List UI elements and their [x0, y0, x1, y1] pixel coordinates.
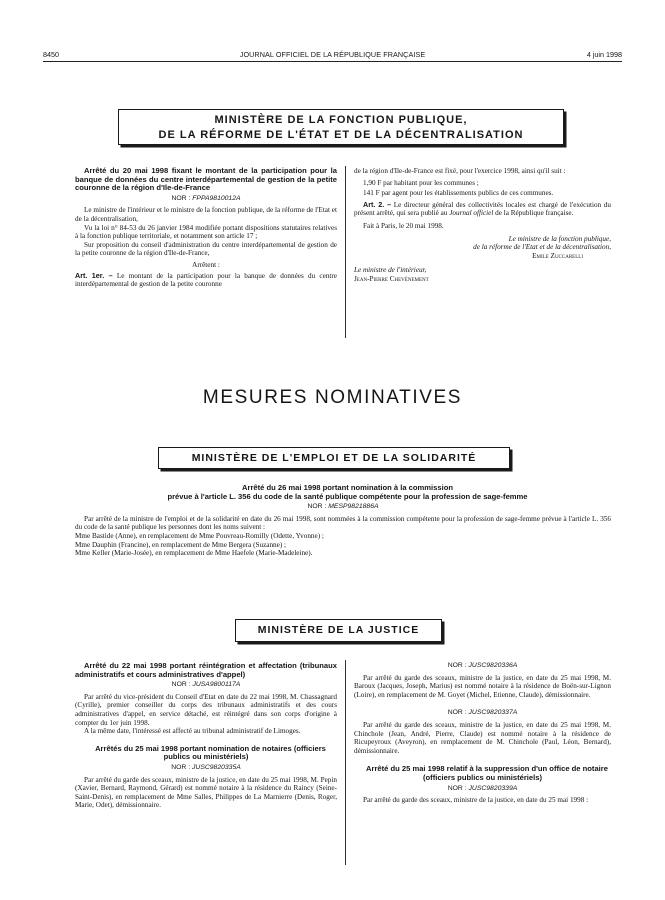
- arrete2-nor: [75, 503, 611, 512]
- signature2-name: Jean-Pierre Chevènement: [354, 274, 429, 283]
- mesures-nominatives-heading: MESURES NOMINATIVES: [202, 387, 463, 408]
- ministry-box-emploi: MINISTÈRE DE L'EMPLOI ET DE LA SOLIDARITÉ: [158, 447, 510, 469]
- nor-label: NOR :: [171, 763, 191, 771]
- arrete2-nominee3: Mme Keller (Marie-Josée), en remplacement de Mme Haefele (Marie-Madeleine).: [75, 549, 313, 558]
- nor-label: NOR :: [171, 194, 191, 202]
- ministry-title-line2: DE LA RÉFORME DE L'ÉTAT ET DE LA DÉCENTRALISATION: [158, 129, 524, 141]
- article2-journal: Journal officiel: [449, 209, 494, 218]
- arrete1-title: Arrêté du 20 mai 1998 fixant le montant de la participation pour la banque de données du centre interdépartemental de gestion de la petite couronne de la région d'Ile-de-France: [75, 166, 337, 193]
- right-para2: Par arrêté du garde des sceaux, ministre de la justice, en date du 25 mai 1998, M. Chinchole (Jean, André, Pierre, Claude) est nommé notaire à la résidence de Ricupeyroux (Aveyron), en remplacement de M. Chinchole (Paul, Léon, Bernard), démissionnaire.: [354, 720, 611, 755]
- nor-label: NOR :: [447, 709, 467, 717]
- nor-code: JUSA9800117A: [192, 681, 241, 689]
- journal-title: JOURNAL OFFICIEL DE LA RÉPUBLIQUE FRANÇAISE: [239, 50, 426, 59]
- arrete1-arretent: Arrêtent :: [192, 260, 220, 269]
- arrete2-title-line1: Arrêté du 26 mai 1998 portant nomination à la commission: [242, 483, 453, 492]
- arrete3-nor: [75, 681, 337, 690]
- arrete3-para2: A la même date, l'intéressé est affecté au tribunal administratif de Limoges.: [84, 727, 301, 736]
- arrete1-right-column: [354, 167, 611, 284]
- right-para1: Par arrêté du garde des sceaux, ministre de la justice, en date du 25 mai 1998, M. Baroux (Jacques, Joseph, Marius) est nommé notaire à la résidence de Boën-sur-Lignon (Loire), en remplacement de M. Goyet (Michel, Etienne, Claude), démissionnaire.: [354, 673, 611, 699]
- nor-code: JUSC9820336A: [468, 662, 518, 669]
- ministry-box-fonction-publique: [118, 109, 564, 145]
- justice-right-column: [354, 662, 611, 805]
- arrete2-block: [75, 484, 611, 558]
- nor-label: NOR :: [447, 784, 467, 792]
- nor-label: NOR :: [307, 503, 327, 511]
- nor-label: NOR :: [171, 681, 191, 689]
- arrete1-cont: de la région d'Ile-de-France est fixé, pour l'exercice 1998, ainsi qu'il suit :: [354, 167, 566, 175]
- arrete1-article1: [75, 272, 337, 289]
- signature1-line2: de la réforme de l'Etat et de la décentralisation,: [473, 243, 611, 252]
- arrete4-title: Arrêtés du 25 mai 1998 portant nomination de notaires (officiers publics ou ministériels): [95, 743, 326, 762]
- arrete1-para2: Vu la loi n° 84-53 du 26 janvier 1984 modifiée portant dispositions statutaires relatives à la fonction publique territoriale, et notamment son article 17 ;: [75, 223, 337, 241]
- arrete1-left-column: [75, 167, 337, 289]
- arrete4-para1: Par arrêté du garde des sceaux, ministre de la justice, en date du 25 mai 1998, M. Pepin (Xavier, Bernard, Raymond, Gérard) est nommé notaire à la résidence du Raincy (Seine-Saint-Denis), en remplacement de Mme Salles, Philippes de La Marnierre (Denis, Roger, Marie, Odet), démissionnaire.: [75, 775, 337, 810]
- arrete2-title-line2: prévue à l'article L. 356 du code de la santé publique compétente pour la profession de sage-femme: [167, 491, 528, 501]
- arrete3-title: Arrêté du 22 mai 1998 portant réintégration et affectation (tribunaux administratifs et cours administratives d'appel): [75, 661, 337, 679]
- right-arrete-title: Arrêté du 25 mai 1998 relatif à la suppression d'un office de notaire (officiers publics ou ministériels): [366, 764, 608, 782]
- right-nor3: [354, 785, 611, 794]
- article2-label: Art. 2. –: [363, 199, 392, 209]
- right-para3: Par arrêté du garde des sceaux, ministre de la justice, en date du 25 mai 1998 :: [363, 796, 589, 805]
- arrete1-rate-communes: 1,90 F par habitant pour les communes ;: [363, 178, 479, 187]
- article2-text-a: Le directeur général des collectivités locales est chargé de l'exécution du présent arrêté, qui sera publié au: [354, 200, 611, 218]
- arrete2-nominee2: Mme Dauphin (Francine), en remplacement de Mme Bergera (Suzanne) ;: [75, 540, 287, 549]
- column-divider-1: [345, 166, 346, 338]
- right-nor2: [354, 709, 611, 718]
- signature1-name: Emile Zuccarelli: [532, 251, 583, 260]
- arrete1-fait: Fait à Paris, le 20 mai 1998.: [363, 221, 444, 230]
- arrete2-para1: Par arrêté de la ministre de l'emploi et de la solidarité en date du 26 mai 1998, sont nommées à la commission compétente pour la profession de sage-femme prévue à l'article L. 356 du code de la santé publique les personnes dont les noms suivent :: [75, 514, 611, 532]
- signature1-line1: Le ministre de la fonction publique,: [508, 234, 611, 243]
- nor-label: NOR :: [447, 662, 467, 669]
- page-number: 8450: [43, 50, 59, 59]
- arrete2-nominee1: Mme Bastide (Anne), en remplacement de Mme Pouvreau-Romilly (Odette, Yvonne) ;: [75, 531, 324, 540]
- column-divider-2: [345, 660, 346, 865]
- signature2-line1: Le ministre de l'intérieur,: [354, 266, 427, 275]
- nor-code: JUSC9820337A: [468, 709, 518, 717]
- arrete1-nor: [75, 195, 337, 204]
- arrete1-para3: Sur proposition du conseil d'administration du centre interdépartemental de gestion de la petite couronne de la région d'Ile-de-France,: [75, 240, 337, 258]
- nor-code: JUSC9820339A: [468, 784, 518, 792]
- article1-label: Art. 1er. –: [75, 270, 113, 280]
- issue-date: 4 juin 1998: [586, 50, 622, 59]
- arrete1-para1: Le ministre de l'intérieur et le ministre de la fonction publique, de la réforme de l'Etat et de la décentralisation,: [75, 206, 337, 223]
- nor-code: JUSC9820335A: [192, 763, 241, 771]
- arrete3-para1: Par arrêté du vice-président du Conseil d'Etat en date du 22 mai 1998, M. Chassagnard (Cyrille), premier conseiller du corps des tribunaux administratifs et des cours administratives d'appel, en service détaché, est réintégré dans son corps d'origine à compter du 1er juin 1998.: [75, 692, 337, 727]
- nor-code: MESP9821886A: [328, 503, 379, 511]
- arrete4-nor: [75, 764, 337, 773]
- arrete1-article2: [354, 201, 611, 218]
- article2-text-b: de la République française.: [495, 209, 574, 218]
- article1-text: Le montant de la participation pour la banque de données du centre interdépartemental de gestion de la petite couronne: [75, 271, 337, 289]
- ministry-box-justice: MINISTÈRE DE LA JUSTICE: [235, 619, 442, 642]
- right-nor1: [354, 662, 611, 671]
- ministry-title-line1: MINISTÈRE DE LA FONCTION PUBLIQUE,: [214, 114, 468, 126]
- arrete1-rate-etablissements: 141 F par agent pour les établissements publics de ces communes.: [363, 189, 554, 198]
- nor-code: FPPA9810012A: [192, 194, 241, 202]
- justice-left-column: [75, 662, 337, 810]
- header-rule: [43, 61, 622, 62]
